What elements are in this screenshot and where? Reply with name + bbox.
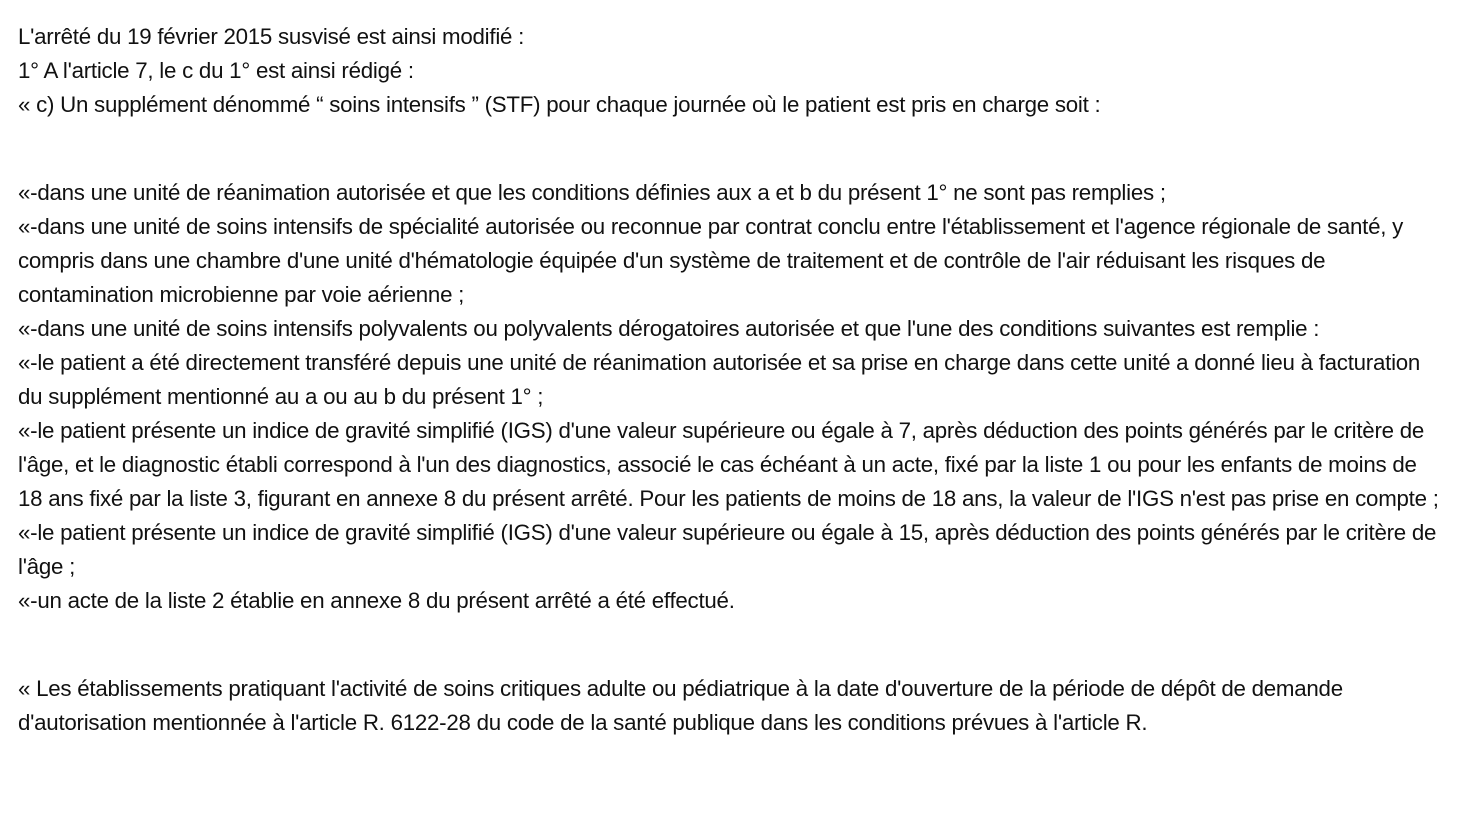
list-item: «-le patient présente un indice de gravité simplifié (IGS) d'une valeur supérieure ou égale à 15, après déduction des points générés par le critère de l'âge ;: [18, 520, 1437, 579]
intro-line-3: « c) Un supplément dénommé “ soins intensifs ” (STF) pour chaque journée où le patient est pris en charge soit :: [18, 92, 1101, 117]
document-body: [18, 20, 1443, 740]
paragraph-spacer: [18, 618, 1443, 672]
list-item: «-le patient présente un indice de gravité simplifié (IGS) d'une valeur supérieure ou égale à 7, après déduction des points générés par le critère de l'âge, et le diagnostic établi correspond à l'un des diagnostics, associé le cas échéant à un acte, fixé par la liste 1 ou pour les enfants de moins de 18 ans fixé par la liste 3, figurant en annexe 8 du présent arrêté. Pour les patients de moins de 18 ans, la valeur de l'IGS n'est pas prise en compte ;: [18, 418, 1439, 511]
closing-paragraph: « Les établissements pratiquant l'activité de soins critiques adulte ou pédiatrique à la date d'ouverture de la période de dépôt de demande d'autorisation mentionnée à l'article R. 6122-28 du code de la santé publique dans les conditions prévues à l'article R.: [18, 676, 1343, 735]
list-item: «-dans une unité de réanimation autorisée et que les conditions définies aux a et b du présent 1° ne sont pas remplies ;: [18, 180, 1166, 205]
paragraph-spacer: [18, 122, 1443, 176]
intro-line-2: 1° A l'article 7, le c du 1° est ainsi rédigé :: [18, 58, 414, 83]
list-item: «-un acte de la liste 2 établie en annexe 8 du présent arrêté a été effectué.: [18, 588, 735, 613]
list-item: «-dans une unité de soins intensifs polyvalents ou polyvalents dérogatoires autorisée et que l'une des conditions suivantes est remplie :: [18, 316, 1320, 341]
list-item: «-le patient a été directement transféré depuis une unité de réanimation autorisée et sa prise en charge dans cette unité a donné lieu à facturation du supplément mentionné au a ou au b du présent 1° ;: [18, 350, 1421, 409]
intro-line-1: L'arrêté du 19 février 2015 susvisé est ainsi modifié :: [18, 24, 525, 49]
list-item: «-dans une unité de soins intensifs de spécialité autorisée ou reconnue par contrat conclu entre l'établissement et l'agence régionale de santé, y compris dans une chambre d'une unité d'hématologie équipée d'un système de traitement et de contrôle de l'air réduisant les risques de contamination microbienne par voie aérienne ;: [18, 214, 1404, 307]
